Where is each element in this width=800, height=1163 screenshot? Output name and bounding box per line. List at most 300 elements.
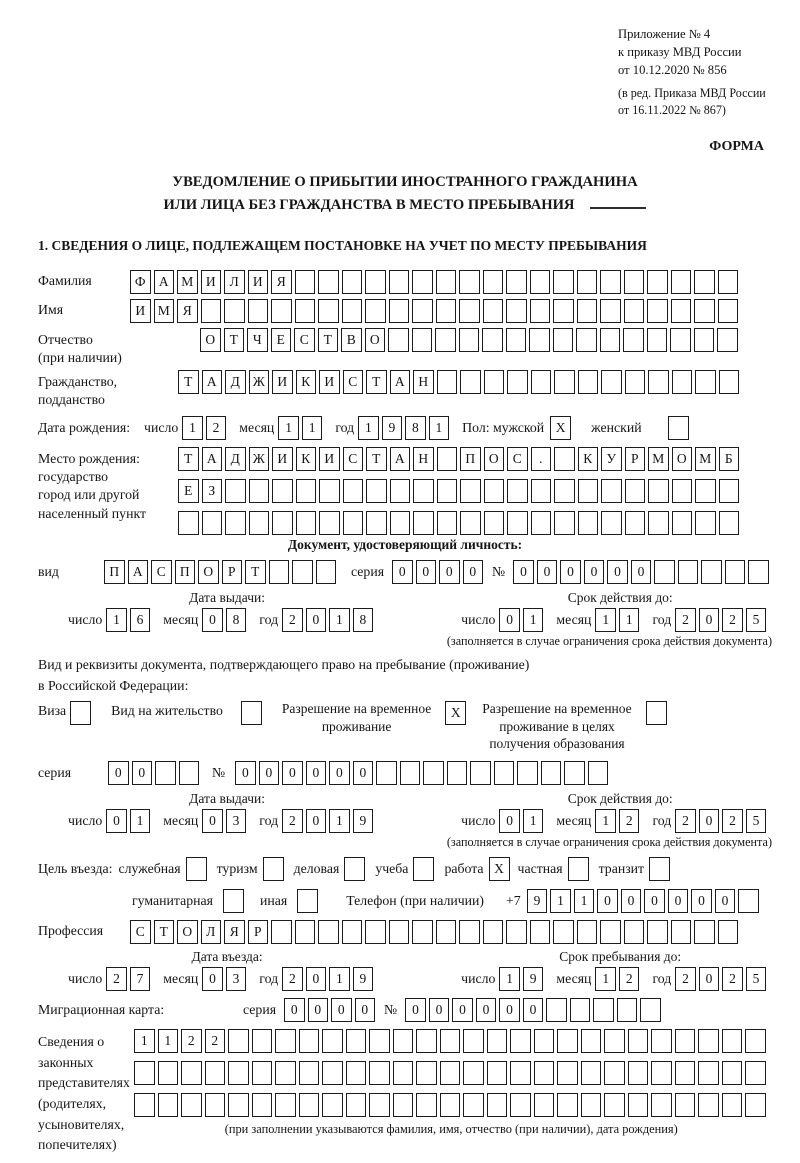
char-box[interactable] — [570, 998, 591, 1022]
char-box[interactable] — [694, 920, 715, 944]
char-box[interactable] — [604, 1029, 625, 1053]
doc-number-input[interactable] — [513, 560, 772, 584]
char-box[interactable] — [484, 479, 505, 503]
char-box[interactable] — [228, 1093, 249, 1117]
char-box[interactable]: 3 — [226, 809, 247, 833]
char-box[interactable]: Т — [366, 447, 387, 471]
doc-valid-year-input[interactable] — [675, 608, 769, 632]
char-box[interactable] — [553, 270, 574, 294]
char-box[interactable] — [440, 1093, 461, 1117]
char-box[interactable] — [318, 270, 339, 294]
char-box[interactable]: 0 — [607, 560, 628, 584]
char-box[interactable]: Я — [177, 299, 198, 323]
char-box[interactable] — [738, 889, 759, 913]
surname-input[interactable] — [130, 270, 741, 294]
char-box[interactable]: С — [294, 328, 315, 352]
char-box[interactable] — [534, 1029, 555, 1053]
char-box[interactable]: Т — [366, 370, 387, 394]
char-box[interactable]: 0 — [476, 998, 497, 1022]
char-box[interactable] — [365, 920, 386, 944]
char-box[interactable]: 1 — [595, 967, 616, 991]
char-box[interactable] — [319, 479, 340, 503]
char-box[interactable]: Е — [178, 479, 199, 503]
permit-issue-month-input[interactable] — [202, 809, 249, 833]
patronymic-input[interactable] — [200, 328, 741, 352]
char-box[interactable]: 1 — [550, 889, 571, 913]
char-box[interactable] — [578, 479, 599, 503]
char-box[interactable] — [694, 270, 715, 294]
char-box[interactable]: П — [460, 447, 481, 471]
char-box[interactable] — [517, 761, 538, 785]
char-box[interactable]: 2 — [619, 809, 640, 833]
char-box[interactable]: 2 — [675, 967, 696, 991]
char-box[interactable] — [181, 1061, 202, 1085]
char-box[interactable] — [316, 560, 337, 584]
char-box[interactable] — [158, 1061, 179, 1085]
char-box[interactable]: 0 — [202, 809, 223, 833]
char-box[interactable] — [506, 328, 527, 352]
char-box[interactable] — [675, 1061, 696, 1085]
char-box[interactable]: 5 — [746, 967, 767, 991]
char-box[interactable]: 8 — [405, 416, 426, 440]
char-box[interactable] — [672, 370, 693, 394]
citizenship-input[interactable] — [178, 370, 742, 394]
char-box[interactable]: А — [154, 270, 175, 294]
char-box[interactable] — [593, 998, 614, 1022]
char-box[interactable] — [651, 1029, 672, 1053]
char-box[interactable] — [510, 1061, 531, 1085]
char-box[interactable] — [296, 511, 317, 535]
char-box[interactable] — [483, 920, 504, 944]
char-box[interactable] — [531, 370, 552, 394]
char-box[interactable] — [412, 270, 433, 294]
char-box[interactable]: 0 — [306, 608, 327, 632]
char-box[interactable]: 9 — [382, 416, 403, 440]
char-box[interactable]: 0 — [429, 998, 450, 1022]
char-box[interactable] — [272, 479, 293, 503]
char-box[interactable] — [651, 1093, 672, 1117]
char-box[interactable] — [577, 270, 598, 294]
char-box[interactable] — [437, 479, 458, 503]
char-box[interactable]: 0 — [668, 889, 689, 913]
char-box[interactable]: Т — [245, 560, 266, 584]
char-box[interactable] — [181, 1093, 202, 1117]
purpose-work-checkbox[interactable]: X — [489, 857, 510, 881]
char-box[interactable]: О — [365, 328, 386, 352]
char-box[interactable] — [554, 370, 575, 394]
char-box[interactable] — [651, 1061, 672, 1085]
char-box[interactable]: З — [202, 479, 223, 503]
char-box[interactable] — [416, 1029, 437, 1053]
char-box[interactable] — [718, 299, 739, 323]
char-box[interactable]: А — [128, 560, 149, 584]
profession-input[interactable] — [130, 920, 741, 944]
permit-issue-day-input[interactable] — [106, 809, 153, 833]
char-box[interactable] — [554, 479, 575, 503]
char-box[interactable]: 0 — [405, 998, 426, 1022]
char-box[interactable] — [670, 328, 691, 352]
char-box[interactable] — [248, 299, 269, 323]
char-box[interactable]: П — [175, 560, 196, 584]
char-box[interactable] — [292, 560, 313, 584]
doc-issue-year-input[interactable] — [282, 608, 376, 632]
char-box[interactable]: 1 — [134, 1029, 155, 1053]
char-box[interactable]: 7 — [130, 967, 151, 991]
char-box[interactable] — [647, 270, 668, 294]
char-box[interactable] — [413, 479, 434, 503]
char-box[interactable] — [578, 370, 599, 394]
char-box[interactable] — [269, 560, 290, 584]
char-box[interactable] — [624, 270, 645, 294]
char-box[interactable]: М — [695, 447, 716, 471]
char-box[interactable] — [389, 920, 410, 944]
char-box[interactable] — [530, 270, 551, 294]
char-box[interactable] — [672, 511, 693, 535]
char-box[interactable] — [506, 270, 527, 294]
char-box[interactable] — [460, 370, 481, 394]
char-box[interactable] — [437, 370, 458, 394]
char-box[interactable] — [494, 761, 515, 785]
char-box[interactable]: 6 — [130, 608, 151, 632]
char-box[interactable] — [581, 1093, 602, 1117]
char-box[interactable] — [205, 1093, 226, 1117]
char-box[interactable] — [436, 299, 457, 323]
char-box[interactable] — [295, 299, 316, 323]
purpose-study-checkbox[interactable] — [413, 857, 434, 881]
entry-year-input[interactable] — [282, 967, 376, 991]
char-box[interactable]: Н — [413, 447, 434, 471]
char-box[interactable] — [695, 511, 716, 535]
char-box[interactable]: 1 — [158, 1029, 179, 1053]
char-box[interactable] — [601, 370, 622, 394]
char-box[interactable] — [299, 1029, 320, 1053]
char-box[interactable]: М — [177, 270, 198, 294]
char-box[interactable] — [628, 1061, 649, 1085]
char-box[interactable] — [722, 1093, 743, 1117]
char-box[interactable]: Ф — [130, 270, 151, 294]
char-box[interactable]: 0 — [691, 889, 712, 913]
char-box[interactable] — [299, 1061, 320, 1085]
char-box[interactable] — [698, 1093, 719, 1117]
char-box[interactable] — [671, 920, 692, 944]
char-box[interactable]: Р — [222, 560, 243, 584]
birth-day-input[interactable] — [182, 416, 229, 440]
char-box[interactable]: 2 — [282, 967, 303, 991]
char-box[interactable] — [436, 920, 457, 944]
char-box[interactable] — [672, 479, 693, 503]
char-box[interactable]: 0 — [621, 889, 642, 913]
doc-valid-day-input[interactable] — [499, 608, 546, 632]
char-box[interactable]: 1 — [329, 809, 350, 833]
char-box[interactable] — [299, 1093, 320, 1117]
char-box[interactable] — [346, 1029, 367, 1053]
char-box[interactable] — [252, 1061, 273, 1085]
char-box[interactable]: А — [390, 447, 411, 471]
char-box[interactable] — [393, 1061, 414, 1085]
char-box[interactable]: 2 — [181, 1029, 202, 1053]
char-box[interactable]: Т — [178, 370, 199, 394]
char-box[interactable] — [249, 479, 270, 503]
char-box[interactable]: И — [319, 447, 340, 471]
char-box[interactable]: 1 — [130, 809, 151, 833]
char-box[interactable]: И — [248, 270, 269, 294]
char-box[interactable] — [564, 761, 585, 785]
char-box[interactable] — [534, 1061, 555, 1085]
char-box[interactable]: 2 — [619, 967, 640, 991]
char-box[interactable] — [719, 370, 740, 394]
visa-checkbox[interactable] — [70, 701, 91, 725]
char-box[interactable]: 0 — [355, 998, 376, 1022]
birth-month-input[interactable] — [278, 416, 325, 440]
char-box[interactable] — [628, 1029, 649, 1053]
char-box[interactable] — [134, 1061, 155, 1085]
char-box[interactable] — [437, 511, 458, 535]
char-box[interactable]: Ч — [247, 328, 268, 352]
doc-series-input[interactable] — [392, 560, 486, 584]
char-box[interactable] — [225, 479, 246, 503]
char-box[interactable]: 0 — [284, 998, 305, 1022]
char-box[interactable] — [578, 511, 599, 535]
char-box[interactable] — [648, 370, 669, 394]
char-box[interactable] — [365, 270, 386, 294]
char-box[interactable]: С — [343, 447, 364, 471]
char-box[interactable] — [623, 328, 644, 352]
entry-month-input[interactable] — [202, 967, 249, 991]
char-box[interactable]: Я — [271, 270, 292, 294]
char-box[interactable]: И — [272, 370, 293, 394]
birth-year-input[interactable] — [358, 416, 452, 440]
char-box[interactable]: 0 — [499, 608, 520, 632]
char-box[interactable]: 0 — [560, 560, 581, 584]
doc-issue-day-input[interactable] — [106, 608, 153, 632]
char-box[interactable] — [576, 328, 597, 352]
char-box[interactable] — [745, 1061, 766, 1085]
char-box[interactable] — [483, 270, 504, 294]
char-box[interactable] — [225, 511, 246, 535]
char-box[interactable] — [718, 920, 739, 944]
char-box[interactable] — [275, 1061, 296, 1085]
doc-type-input[interactable] — [104, 560, 339, 584]
char-box[interactable] — [463, 1029, 484, 1053]
char-box[interactable]: 0 — [699, 809, 720, 833]
char-box[interactable] — [319, 511, 340, 535]
char-box[interactable] — [506, 299, 527, 323]
char-box[interactable] — [459, 328, 480, 352]
char-box[interactable]: 0 — [308, 998, 329, 1022]
char-box[interactable]: 1 — [302, 416, 323, 440]
char-box[interactable] — [342, 270, 363, 294]
char-box[interactable]: 0 — [523, 998, 544, 1022]
char-box[interactable] — [647, 920, 668, 944]
char-box[interactable] — [487, 1029, 508, 1053]
char-box[interactable] — [252, 1093, 273, 1117]
char-box[interactable] — [228, 1061, 249, 1085]
char-box[interactable]: 0 — [439, 560, 460, 584]
temp-residence-checkbox[interactable]: X — [445, 701, 466, 725]
char-box[interactable]: Д — [225, 370, 246, 394]
char-box[interactable] — [617, 998, 638, 1022]
char-box[interactable]: 0 — [329, 761, 350, 785]
char-box[interactable]: 1 — [329, 967, 350, 991]
char-box[interactable] — [275, 1029, 296, 1053]
char-box[interactable]: 8 — [353, 608, 374, 632]
char-box[interactable] — [178, 511, 199, 535]
char-box[interactable] — [719, 511, 740, 535]
char-box[interactable] — [745, 1093, 766, 1117]
female-checkbox[interactable] — [668, 416, 689, 440]
representatives-line1-input[interactable] — [134, 1029, 769, 1053]
char-box[interactable]: М — [154, 299, 175, 323]
char-box[interactable] — [416, 1061, 437, 1085]
char-box[interactable] — [487, 1061, 508, 1085]
birth-place-line1-input[interactable] — [178, 447, 742, 471]
char-box[interactable] — [698, 1061, 719, 1085]
char-box[interactable]: И — [319, 370, 340, 394]
char-box[interactable] — [271, 299, 292, 323]
char-box[interactable] — [654, 560, 675, 584]
char-box[interactable]: 0 — [306, 967, 327, 991]
char-box[interactable] — [745, 1029, 766, 1053]
char-box[interactable] — [725, 560, 746, 584]
char-box[interactable]: 1 — [523, 608, 544, 632]
char-box[interactable]: 5 — [746, 608, 767, 632]
phone-input[interactable] — [527, 889, 762, 913]
char-box[interactable] — [365, 299, 386, 323]
char-box[interactable] — [459, 270, 480, 294]
char-box[interactable]: 0 — [699, 608, 720, 632]
char-box[interactable] — [554, 447, 575, 471]
char-box[interactable] — [447, 761, 468, 785]
char-box[interactable]: С — [130, 920, 151, 944]
char-box[interactable] — [701, 560, 722, 584]
char-box[interactable] — [671, 270, 692, 294]
char-box[interactable]: 2 — [675, 809, 696, 833]
char-box[interactable] — [530, 920, 551, 944]
permit-valid-month-input[interactable] — [595, 809, 642, 833]
char-box[interactable]: 0 — [108, 761, 129, 785]
char-box[interactable] — [346, 1093, 367, 1117]
char-box[interactable] — [554, 511, 575, 535]
char-box[interactable] — [460, 511, 481, 535]
char-box[interactable] — [600, 270, 621, 294]
char-box[interactable]: Д — [225, 447, 246, 471]
char-box[interactable]: 5 — [746, 809, 767, 833]
purpose-private-checkbox[interactable] — [568, 857, 589, 881]
stay-month-input[interactable] — [595, 967, 642, 991]
char-box[interactable]: Б — [719, 447, 740, 471]
char-box[interactable] — [369, 1029, 390, 1053]
char-box[interactable]: А — [202, 370, 223, 394]
char-box[interactable] — [460, 479, 481, 503]
char-box[interactable] — [604, 1093, 625, 1117]
char-box[interactable] — [393, 1093, 414, 1117]
char-box[interactable]: 0 — [597, 889, 618, 913]
char-box[interactable]: 0 — [715, 889, 736, 913]
char-box[interactable] — [412, 328, 433, 352]
char-box[interactable] — [436, 270, 457, 294]
char-box[interactable] — [648, 511, 669, 535]
char-box[interactable] — [423, 761, 444, 785]
char-box[interactable] — [275, 1093, 296, 1117]
char-box[interactable] — [647, 299, 668, 323]
char-box[interactable] — [440, 1029, 461, 1053]
char-box[interactable]: 2 — [722, 967, 743, 991]
char-box[interactable] — [343, 479, 364, 503]
char-box[interactable] — [342, 920, 363, 944]
birth-place-line3-input[interactable] — [178, 511, 742, 535]
char-box[interactable] — [625, 370, 646, 394]
char-box[interactable] — [459, 920, 480, 944]
char-box[interactable] — [529, 328, 550, 352]
char-box[interactable] — [601, 479, 622, 503]
char-box[interactable] — [487, 1093, 508, 1117]
char-box[interactable]: 0 — [132, 761, 153, 785]
char-box[interactable] — [205, 1061, 226, 1085]
char-box[interactable]: 0 — [259, 761, 280, 785]
char-box[interactable] — [695, 479, 716, 503]
permit-number-input[interactable] — [235, 761, 611, 785]
char-box[interactable] — [482, 328, 503, 352]
char-box[interactable] — [604, 1061, 625, 1085]
char-box[interactable]: Т — [318, 328, 339, 352]
char-box[interactable]: Ж — [249, 447, 270, 471]
char-box[interactable] — [541, 761, 562, 785]
char-box[interactable] — [507, 370, 528, 394]
char-box[interactable] — [459, 299, 480, 323]
char-box[interactable] — [322, 1061, 343, 1085]
char-box[interactable]: Р — [625, 447, 646, 471]
purpose-other-checkbox[interactable] — [297, 889, 318, 913]
char-box[interactable] — [719, 479, 740, 503]
char-box[interactable] — [678, 560, 699, 584]
char-box[interactable] — [295, 270, 316, 294]
char-box[interactable] — [717, 328, 738, 352]
char-box[interactable]: И — [201, 270, 222, 294]
char-box[interactable] — [390, 511, 411, 535]
char-box[interactable]: 0 — [644, 889, 665, 913]
char-box[interactable]: М — [648, 447, 669, 471]
char-box[interactable] — [318, 920, 339, 944]
char-box[interactable]: 1 — [595, 809, 616, 833]
char-box[interactable] — [507, 511, 528, 535]
char-box[interactable] — [694, 299, 715, 323]
char-box[interactable] — [412, 920, 433, 944]
char-box[interactable] — [577, 920, 598, 944]
char-box[interactable]: 1 — [278, 416, 299, 440]
char-box[interactable]: 2 — [282, 608, 303, 632]
char-box[interactable]: 0 — [202, 967, 223, 991]
char-box[interactable] — [393, 1029, 414, 1053]
char-box[interactable] — [463, 1093, 484, 1117]
char-box[interactable]: И — [272, 447, 293, 471]
char-box[interactable] — [346, 1061, 367, 1085]
char-box[interactable]: 0 — [513, 560, 534, 584]
char-box[interactable] — [484, 511, 505, 535]
char-box[interactable]: 1 — [619, 608, 640, 632]
char-box[interactable] — [534, 1093, 555, 1117]
char-box[interactable]: 0 — [452, 998, 473, 1022]
char-box[interactable] — [295, 920, 316, 944]
char-box[interactable] — [577, 299, 598, 323]
char-box[interactable] — [510, 1029, 531, 1053]
char-box[interactable] — [400, 761, 421, 785]
char-box[interactable]: Л — [201, 920, 222, 944]
purpose-humanitarian-checkbox[interactable] — [223, 889, 244, 913]
char-box[interactable]: 1 — [429, 416, 450, 440]
char-box[interactable] — [369, 1061, 390, 1085]
char-box[interactable] — [675, 1093, 696, 1117]
char-box[interactable]: С — [507, 447, 528, 471]
